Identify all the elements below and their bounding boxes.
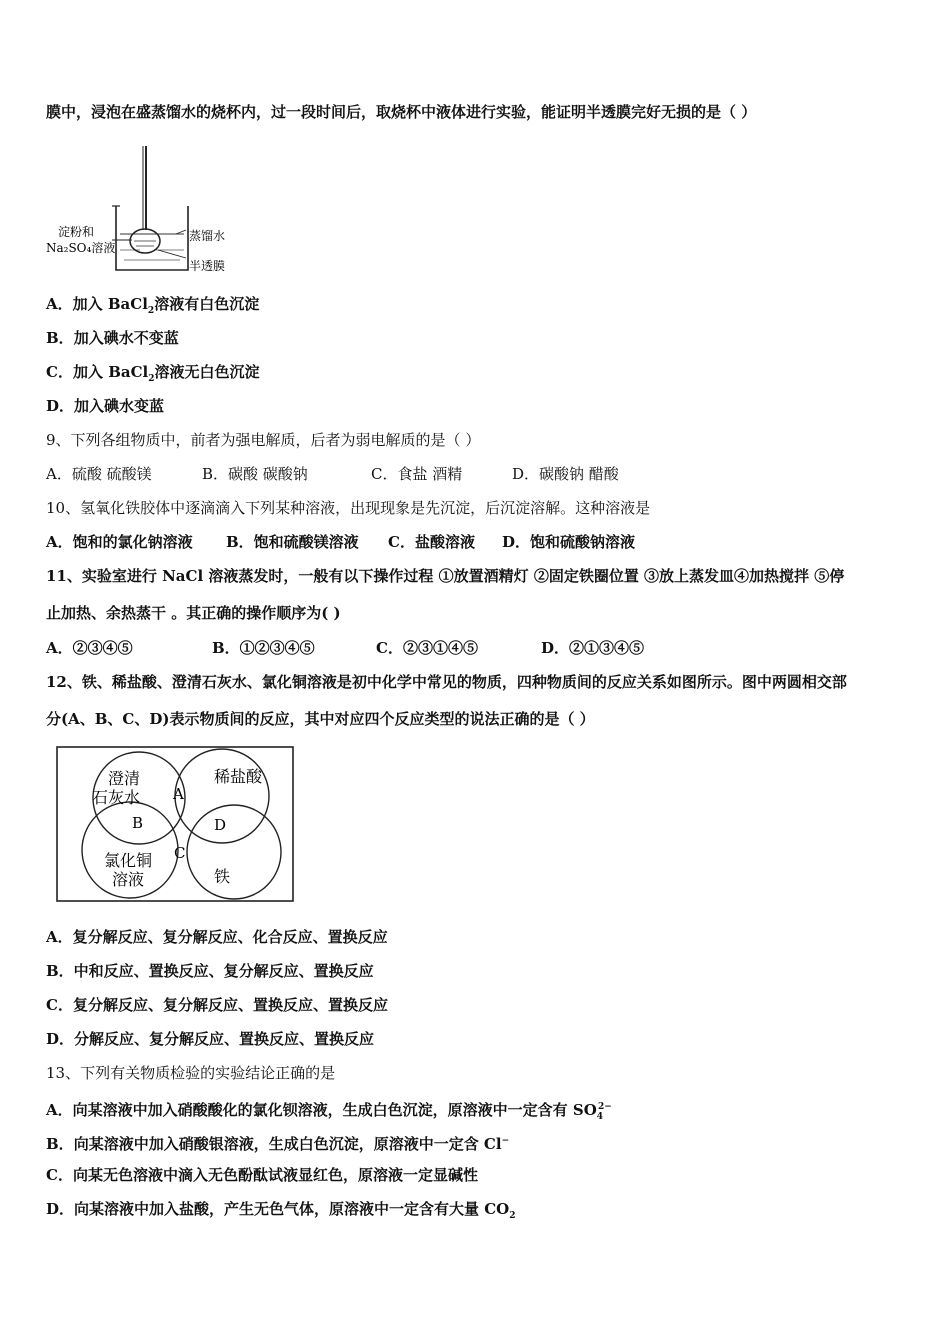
q11-option-c: C．②③①④⑤: [376, 639, 478, 657]
q9-option-b: B．碳酸 碳酸钠: [202, 465, 308, 483]
venn-cucl2-1: 氯化铜: [104, 851, 153, 870]
q12-stem-line2: 分(A、B、C、D)表示物质间的反应，其中对应四个反应类型的说法正确的是（ ）: [46, 710, 595, 728]
q10-stem: 10、氢氧化铁胶体中逐滴滴入下列某种溶液，出现现象是先沉淀，后沉淀溶解。这种溶液是: [46, 499, 651, 517]
venn-region-b: B: [132, 814, 144, 832]
q10-option-b: B．饱和硫酸镁溶液: [226, 533, 359, 551]
q11-option-d: D．②①③④⑤: [541, 639, 645, 657]
q12-option-b: B．中和反应、置换反应、复分解反应、置换反应: [46, 962, 374, 980]
venn-limewater-1: 澄清: [108, 769, 141, 788]
q13-option-b: B．向某溶液中加入硝酸银溶液，生成白色沉淀，原溶液中一定含 Cl−: [46, 1135, 510, 1153]
label-water: 蒸馏水: [189, 229, 226, 243]
q12-option-d: D．分解反应、复分解反应、置换反应、置换反应: [46, 1030, 375, 1048]
q9-stem: 9、下列各组物质中，前者为强电解质，后者为弱电解质的是（ ）: [46, 431, 481, 449]
label-na2so4: Na₂SO₄溶液: [46, 241, 116, 255]
q8-option-c: C．加入 BaCl$_2$溶液无白色沉淀: [46, 363, 260, 384]
venn-limewater-2: 石灰水: [92, 788, 141, 807]
q8-stem: 膜中，浸泡在盛蒸馏水的烧杯内，过一段时间后，取烧杯中液体进行实验，能证明半透膜完好无损的是（ ）: [46, 103, 757, 121]
q13-stem: 13、下列有关物质检验的实验结论正确的是: [46, 1064, 336, 1082]
q13-option-c: C．向某无色溶液中滴入无色酚酞试液显红色，原溶液一定显碱性: [46, 1166, 478, 1184]
venn-figure: [56, 746, 296, 904]
q9-option-d: D．碳酸钠 醋酸: [512, 465, 619, 483]
q9-option-a: A．硫酸 硫酸镁: [46, 465, 152, 483]
q8-option-a: A．加入 BaCl$_2$溶液有白色沉淀: [46, 295, 260, 316]
q8-option-d: D．加入碘水变蓝: [46, 397, 165, 415]
q10-option-c: C．盐酸溶液: [388, 533, 475, 551]
q9-option-c: C．食盐 酒精: [371, 465, 463, 483]
label-starch: 淀粉和: [58, 225, 95, 239]
q13-option-d: D．向某溶液中加入盐酸，产生无色气体，原溶液中一定含有大量 $CO_2$: [46, 1200, 516, 1221]
q11-stem-line2: 止加热、余热蒸干 。其正确的操作顺序为( ): [46, 604, 341, 622]
q10-option-d: D．饱和硫酸钠溶液: [502, 533, 636, 551]
venn-hcl: 稀盐酸: [214, 767, 263, 786]
beaker-figure: [44, 142, 244, 282]
q11-option-a: A．②③④⑤: [46, 639, 133, 657]
q10-option-a: A．饱和的氯化钠溶液: [46, 533, 193, 551]
q12-option-c: C．复分解反应、复分解反应、置换反应、置换反应: [46, 996, 388, 1014]
q12-option-a: A．复分解反应、复分解反应、化合反应、置换反应: [46, 928, 388, 946]
q12-stem-line1: 12、铁、稀盐酸、澄清石灰水、氯化铜溶液是初中化学中常见的物质，四种物质间的反应关系如图所示。图中两圆相交部: [46, 673, 847, 691]
q11-option-b: B．①②③④⑤: [212, 639, 315, 657]
venn-region-a: A: [173, 785, 184, 803]
venn-iron: 铁: [214, 867, 231, 886]
label-membrane: 半透膜: [189, 259, 226, 273]
venn-region-c: C: [174, 844, 186, 862]
venn-region-d: D: [214, 816, 227, 834]
q13-option-a: A．向某溶液中加入硝酸酸化的氯化钡溶液，生成白色沉淀，原溶液中一定含有 $SO_4^{2-}$: [46, 1101, 612, 1122]
q11-stem-line1: 11、实验室进行 NaCl 溶液蒸发时，一般有以下操作过程 ①放置酒精灯 ②固定铁圈位置 ③放上蒸发皿④加热搅拌 ⑤停: [46, 567, 845, 585]
venn-cucl2-2: 溶液: [112, 870, 145, 889]
q8-option-b: B．加入碘水不变蓝: [46, 329, 179, 347]
